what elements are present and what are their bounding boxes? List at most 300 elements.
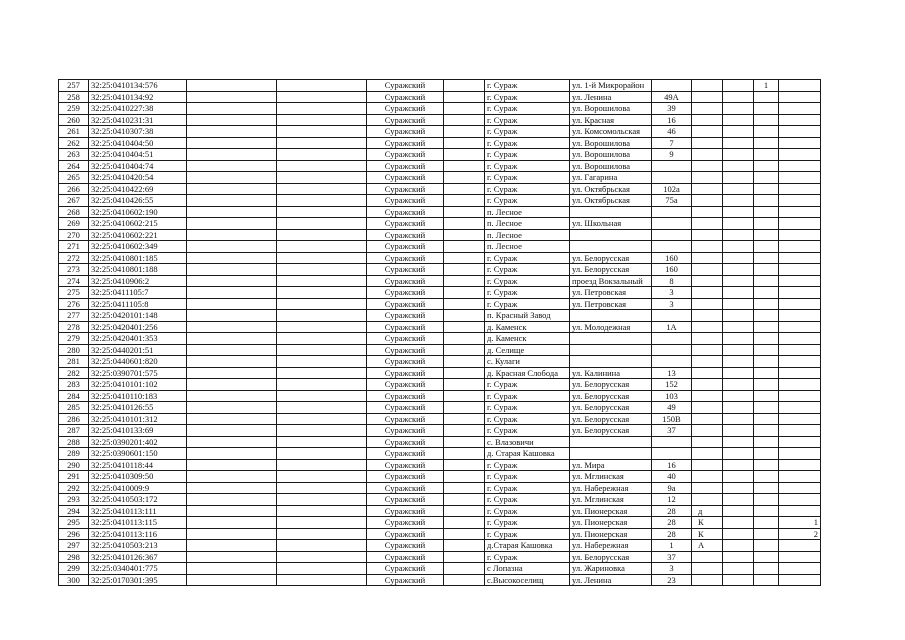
apartment-cell	[779, 103, 821, 115]
row-number-cell: 265	[59, 172, 89, 184]
cadastral-number-cell: 32:25:0411105:7	[89, 287, 187, 299]
empty-cell	[277, 528, 367, 540]
empty-cell	[187, 252, 277, 264]
locality-cell: г. Сураж	[485, 252, 570, 264]
extra-cell	[754, 505, 779, 517]
building-letter-cell	[692, 459, 723, 471]
extra-cell	[754, 252, 779, 264]
extra-cell	[754, 160, 779, 172]
apartment-cell	[779, 80, 821, 92]
row-number-cell: 263	[59, 149, 89, 161]
row-number-cell: 282	[59, 367, 89, 379]
table-row	[59, 172, 821, 184]
extra-cell	[723, 413, 754, 425]
row-number-cell: 295	[59, 517, 89, 529]
street-cell: ул. Мира	[570, 459, 652, 471]
house-number-cell: 37	[652, 551, 692, 563]
locality-cell: г. Сураж	[485, 137, 570, 149]
table-row	[59, 402, 821, 414]
empty-cell	[444, 333, 485, 345]
empty-cell	[277, 540, 367, 552]
district-cell: Суражский	[367, 333, 444, 345]
extra-cell	[723, 80, 754, 92]
district-cell: Суражский	[367, 321, 444, 333]
empty-cell	[444, 540, 485, 552]
apartment-cell	[779, 413, 821, 425]
house-number-cell: 1	[652, 540, 692, 552]
empty-cell	[444, 91, 485, 103]
extra-cell	[754, 379, 779, 391]
table-row	[59, 505, 821, 517]
empty-cell	[277, 172, 367, 184]
empty-cell	[277, 126, 367, 138]
house-number-cell: 160	[652, 264, 692, 276]
house-number-cell: 3	[652, 563, 692, 575]
empty-cell	[187, 310, 277, 322]
empty-cell	[187, 218, 277, 230]
cadastral-number-cell: 32:25:0410426:55	[89, 195, 187, 207]
locality-cell: г. Сураж	[485, 264, 570, 276]
district-cell: Суражский	[367, 505, 444, 517]
extra-cell	[754, 344, 779, 356]
registry-table	[58, 79, 821, 586]
extra-cell	[754, 551, 779, 563]
cadastral-number-cell: 32:25:0170301:395	[89, 574, 187, 586]
street-cell: ул. Белорусская	[570, 413, 652, 425]
empty-cell	[187, 195, 277, 207]
empty-cell	[444, 379, 485, 391]
empty-cell	[277, 344, 367, 356]
extra-cell	[723, 275, 754, 287]
house-number-cell: 150В	[652, 413, 692, 425]
extra-cell	[754, 574, 779, 586]
district-cell: Суражский	[367, 551, 444, 563]
empty-cell	[444, 114, 485, 126]
street-cell: ул. Белорусская	[570, 402, 652, 414]
extra-cell	[754, 482, 779, 494]
empty-cell	[277, 367, 367, 379]
empty-cell	[277, 413, 367, 425]
street-cell: ул. Мглинская	[570, 494, 652, 506]
empty-cell	[187, 287, 277, 299]
row-number-cell: 261	[59, 126, 89, 138]
street-cell: ул. Белорусская	[570, 551, 652, 563]
empty-cell	[444, 448, 485, 460]
empty-cell	[277, 494, 367, 506]
locality-cell: с Лопазна	[485, 563, 570, 575]
extra-cell	[723, 241, 754, 253]
street-cell	[570, 344, 652, 356]
table-body	[59, 80, 821, 586]
district-cell: Суражский	[367, 183, 444, 195]
street-cell: ул. Пионерская	[570, 528, 652, 540]
table-row	[59, 114, 821, 126]
house-number-cell: 46	[652, 126, 692, 138]
apartment-cell	[779, 574, 821, 586]
extra-cell	[754, 494, 779, 506]
extra-cell	[754, 563, 779, 575]
extra-cell	[754, 287, 779, 299]
street-cell: ул. Петровская	[570, 298, 652, 310]
house-number-cell	[652, 218, 692, 230]
empty-cell	[187, 344, 277, 356]
empty-cell	[444, 252, 485, 264]
apartment-cell	[779, 206, 821, 218]
street-cell	[570, 241, 652, 253]
row-number-cell: 277	[59, 310, 89, 322]
cadastral-number-cell: 32:25:0410602:190	[89, 206, 187, 218]
table-row	[59, 103, 821, 115]
cadastral-number-cell: 32:25:0410801:185	[89, 252, 187, 264]
district-cell: Суражский	[367, 482, 444, 494]
cadastral-number-cell: 32:25:0410101:102	[89, 379, 187, 391]
building-letter-cell	[692, 367, 723, 379]
empty-cell	[277, 218, 367, 230]
extra-cell	[754, 425, 779, 437]
building-letter-cell	[692, 80, 723, 92]
row-number-cell: 262	[59, 137, 89, 149]
empty-cell	[277, 505, 367, 517]
extra-cell	[754, 310, 779, 322]
cadastral-number-cell: 32:25:0410133:69	[89, 425, 187, 437]
street-cell	[570, 448, 652, 460]
cadastral-number-cell: 32:25:0410113:111	[89, 505, 187, 517]
table-row	[59, 206, 821, 218]
apartment-cell	[779, 356, 821, 368]
district-cell: Суражский	[367, 80, 444, 92]
street-cell: ул. Октябрьская	[570, 195, 652, 207]
extra-cell	[754, 459, 779, 471]
extra-cell	[723, 137, 754, 149]
street-cell	[570, 206, 652, 218]
table-row	[59, 149, 821, 161]
house-number-cell	[652, 229, 692, 241]
row-number-cell: 296	[59, 528, 89, 540]
table-row	[59, 471, 821, 483]
extra-cell	[754, 114, 779, 126]
empty-cell	[187, 517, 277, 529]
cadastral-number-cell: 32:25:0410404:74	[89, 160, 187, 172]
cadastral-number-cell: 32:25:0420101:148	[89, 310, 187, 322]
locality-cell: г. Сураж	[485, 298, 570, 310]
district-cell: Суражский	[367, 310, 444, 322]
apartment-cell	[779, 252, 821, 264]
empty-cell	[187, 114, 277, 126]
empty-cell	[187, 241, 277, 253]
empty-cell	[277, 287, 367, 299]
extra-cell	[723, 172, 754, 184]
empty-cell	[277, 310, 367, 322]
house-number-cell: 37	[652, 425, 692, 437]
table-row	[59, 287, 821, 299]
locality-cell: д.Старая Кашовка	[485, 540, 570, 552]
empty-cell	[444, 206, 485, 218]
building-letter-cell	[692, 310, 723, 322]
cadastral-number-cell: 32:25:0410404:51	[89, 149, 187, 161]
apartment-cell	[779, 390, 821, 402]
street-cell: ул. Красная	[570, 114, 652, 126]
empty-cell	[277, 275, 367, 287]
empty-cell	[277, 517, 367, 529]
cadastral-number-cell: 32:25:0410307:38	[89, 126, 187, 138]
street-cell: ул. Белорусская	[570, 264, 652, 276]
house-number-cell: 7	[652, 137, 692, 149]
locality-cell: с.Высокоселищ	[485, 574, 570, 586]
row-number-cell: 260	[59, 114, 89, 126]
row-number-cell: 266	[59, 183, 89, 195]
district-cell: Суражский	[367, 137, 444, 149]
row-number-cell: 268	[59, 206, 89, 218]
extra-cell	[723, 436, 754, 448]
extra-cell	[754, 275, 779, 287]
extra-cell	[754, 448, 779, 460]
locality-cell: г. Сураж	[485, 390, 570, 402]
locality-cell: д. Селище	[485, 344, 570, 356]
apartment-cell	[779, 160, 821, 172]
table-row	[59, 80, 821, 92]
house-number-cell: 40	[652, 471, 692, 483]
table-row	[59, 413, 821, 425]
locality-cell: п. Лесное	[485, 241, 570, 253]
house-number-cell: 12	[652, 494, 692, 506]
house-number-cell: 1А	[652, 321, 692, 333]
cadastral-number-cell: 32:25:0440601:820	[89, 356, 187, 368]
cadastral-number-cell: 32:25:0410422:69	[89, 183, 187, 195]
locality-cell: г. Сураж	[485, 287, 570, 299]
apartment-cell	[779, 321, 821, 333]
empty-cell	[444, 183, 485, 195]
apartment-cell	[779, 275, 821, 287]
extra-cell	[754, 241, 779, 253]
street-cell: проезд Вокзальный	[570, 275, 652, 287]
empty-cell	[187, 436, 277, 448]
cadastral-number-cell: 32:25:0390701:575	[89, 367, 187, 379]
cadastral-number-cell: 32:25:0410231:31	[89, 114, 187, 126]
empty-cell	[187, 137, 277, 149]
cadastral-number-cell: 32:25:0410801:188	[89, 264, 187, 276]
street-cell: ул. Школьная	[570, 218, 652, 230]
apartment-cell	[779, 183, 821, 195]
building-letter-cell	[692, 160, 723, 172]
extra-cell	[723, 160, 754, 172]
empty-cell	[444, 275, 485, 287]
table-row	[59, 241, 821, 253]
table-row	[59, 436, 821, 448]
extra-cell	[723, 183, 754, 195]
empty-cell	[444, 264, 485, 276]
cadastral-number-cell: 32:25:0440201:51	[89, 344, 187, 356]
street-cell	[570, 310, 652, 322]
building-letter-cell	[692, 436, 723, 448]
empty-cell	[187, 103, 277, 115]
extra-cell	[754, 183, 779, 195]
empty-cell	[444, 241, 485, 253]
row-number-cell: 287	[59, 425, 89, 437]
district-cell: Суражский	[367, 298, 444, 310]
street-cell: ул. Ворошилова	[570, 149, 652, 161]
district-cell: Суражский	[367, 563, 444, 575]
house-number-cell	[652, 356, 692, 368]
apartment-cell: 2	[779, 528, 821, 540]
district-cell: Суражский	[367, 517, 444, 529]
table-row	[59, 563, 821, 575]
locality-cell: г. Сураж	[485, 275, 570, 287]
row-number-cell: 276	[59, 298, 89, 310]
table-row	[59, 310, 821, 322]
building-letter-cell	[692, 321, 723, 333]
empty-cell	[444, 103, 485, 115]
extra-cell	[723, 149, 754, 161]
empty-cell	[277, 206, 367, 218]
extra-cell	[723, 333, 754, 345]
street-cell: ул. Ворошилова	[570, 160, 652, 172]
district-cell: Суражский	[367, 471, 444, 483]
apartment-cell	[779, 195, 821, 207]
house-number-cell: 9	[652, 149, 692, 161]
building-letter-cell	[692, 574, 723, 586]
street-cell: ул. Набережная	[570, 482, 652, 494]
building-letter-cell: д	[692, 505, 723, 517]
table-row	[59, 379, 821, 391]
house-number-cell	[652, 344, 692, 356]
empty-cell	[444, 126, 485, 138]
empty-cell	[187, 333, 277, 345]
house-number-cell: 49А	[652, 91, 692, 103]
extra-cell	[754, 413, 779, 425]
table-row	[59, 195, 821, 207]
extra-cell	[723, 379, 754, 391]
house-number-cell: 23	[652, 574, 692, 586]
empty-cell	[187, 275, 277, 287]
house-number-cell: 39	[652, 103, 692, 115]
empty-cell	[277, 459, 367, 471]
row-number-cell: 280	[59, 344, 89, 356]
empty-cell	[187, 298, 277, 310]
locality-cell: г. Сураж	[485, 195, 570, 207]
building-letter-cell	[692, 137, 723, 149]
building-letter-cell	[692, 413, 723, 425]
locality-cell: с. Кулаги	[485, 356, 570, 368]
locality-cell: п. Лесное	[485, 206, 570, 218]
extra-cell	[754, 471, 779, 483]
locality-cell: д. Старая Кашовка	[485, 448, 570, 460]
extra-cell	[754, 137, 779, 149]
empty-cell	[187, 390, 277, 402]
extra-cell	[723, 252, 754, 264]
apartment-cell	[779, 402, 821, 414]
row-number-cell: 273	[59, 264, 89, 276]
apartment-cell	[779, 241, 821, 253]
extra-cell: 1	[754, 80, 779, 92]
district-cell: Суражский	[367, 425, 444, 437]
empty-cell	[277, 379, 367, 391]
table-row	[59, 321, 821, 333]
empty-cell	[277, 252, 367, 264]
district-cell: Суражский	[367, 126, 444, 138]
apartment-cell	[779, 494, 821, 506]
row-number-cell: 290	[59, 459, 89, 471]
empty-cell	[277, 574, 367, 586]
cadastral-number-cell: 32:25:0410602:221	[89, 229, 187, 241]
row-number-cell: 289	[59, 448, 89, 460]
street-cell: ул. Октябрьская	[570, 183, 652, 195]
building-letter-cell	[692, 298, 723, 310]
locality-cell: г. Сураж	[485, 528, 570, 540]
building-letter-cell	[692, 448, 723, 460]
district-cell: Суражский	[367, 275, 444, 287]
row-number-cell: 278	[59, 321, 89, 333]
district-cell: Суражский	[367, 540, 444, 552]
extra-cell	[723, 505, 754, 517]
district-cell: Суражский	[367, 459, 444, 471]
district-cell: Суражский	[367, 356, 444, 368]
empty-cell	[277, 425, 367, 437]
table-row	[59, 264, 821, 276]
building-letter-cell	[692, 114, 723, 126]
district-cell: Суражский	[367, 367, 444, 379]
street-cell	[570, 229, 652, 241]
street-cell	[570, 436, 652, 448]
extra-cell	[754, 195, 779, 207]
house-number-cell: 8	[652, 275, 692, 287]
street-cell: ул. 1-й Микрорайон	[570, 80, 652, 92]
building-letter-cell	[692, 333, 723, 345]
locality-cell: г. Сураж	[485, 517, 570, 529]
house-number-cell: 3	[652, 298, 692, 310]
empty-cell	[187, 80, 277, 92]
cadastral-number-cell: 32:25:0410101:312	[89, 413, 187, 425]
empty-cell	[444, 563, 485, 575]
locality-cell: г. Сураж	[485, 114, 570, 126]
empty-cell	[444, 321, 485, 333]
apartment-cell	[779, 137, 821, 149]
house-number-cell: 16	[652, 459, 692, 471]
extra-cell	[754, 367, 779, 379]
table-row	[59, 367, 821, 379]
cadastral-number-cell: 32:25:0410009:9	[89, 482, 187, 494]
empty-cell	[187, 505, 277, 517]
extra-cell	[754, 172, 779, 184]
row-number-cell: 275	[59, 287, 89, 299]
empty-cell	[277, 402, 367, 414]
district-cell: Суражский	[367, 379, 444, 391]
apartment-cell	[779, 298, 821, 310]
building-letter-cell	[692, 103, 723, 115]
empty-cell	[187, 482, 277, 494]
row-number-cell: 293	[59, 494, 89, 506]
empty-cell	[277, 195, 367, 207]
cadastral-number-cell: 32:25:0410227:38	[89, 103, 187, 115]
table-row	[59, 448, 821, 460]
apartment-cell	[779, 379, 821, 391]
empty-cell	[444, 344, 485, 356]
cadastral-number-cell: 32:25:0410113:115	[89, 517, 187, 529]
street-cell: ул. Молодежная	[570, 321, 652, 333]
empty-cell	[277, 91, 367, 103]
empty-cell	[444, 390, 485, 402]
locality-cell: г. Сураж	[485, 413, 570, 425]
apartment-cell	[779, 563, 821, 575]
apartment-cell	[779, 310, 821, 322]
extra-cell	[723, 494, 754, 506]
table-row	[59, 425, 821, 437]
empty-cell	[187, 229, 277, 241]
locality-cell: г. Сураж	[485, 172, 570, 184]
empty-cell	[444, 402, 485, 414]
extra-cell	[754, 402, 779, 414]
cadastral-number-cell: 32:25:0410118:44	[89, 459, 187, 471]
empty-cell	[187, 172, 277, 184]
